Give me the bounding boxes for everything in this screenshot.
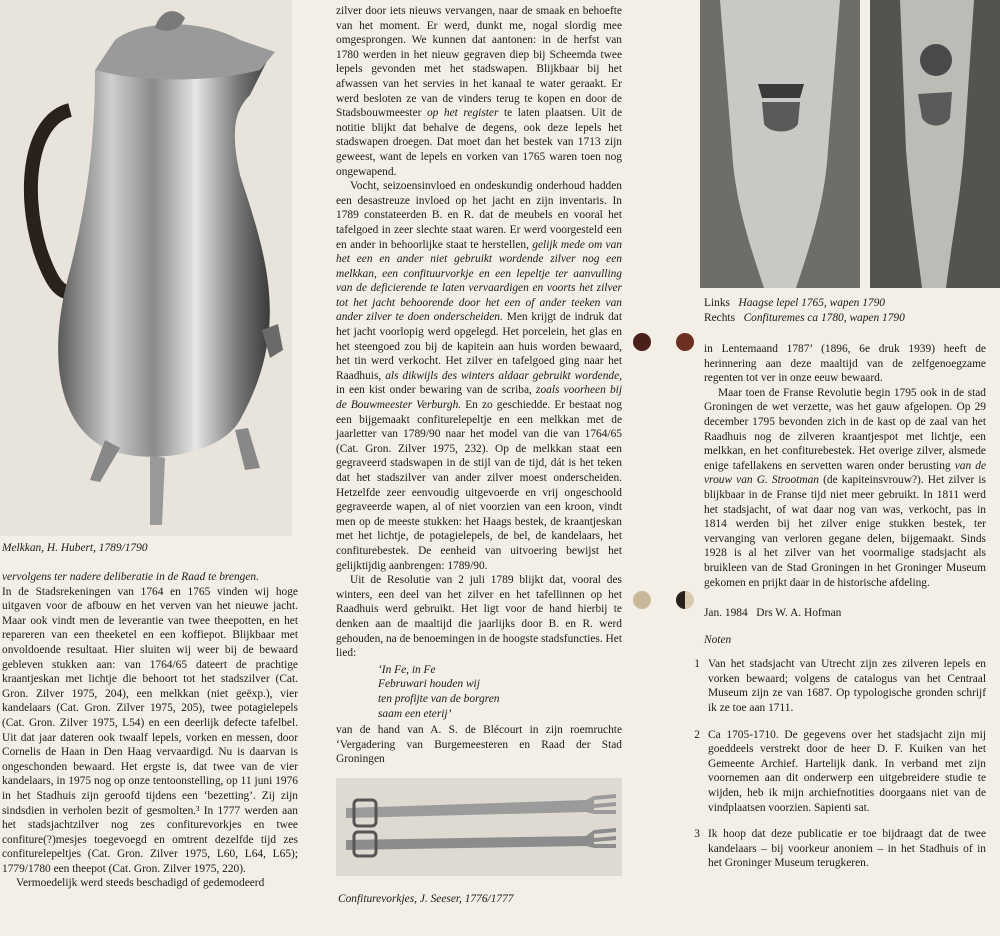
jug-caption: Melkkan, H. Hubert, 1789/1790 — [2, 542, 148, 554]
marker-dot-2 — [676, 333, 694, 351]
middle-column — [336, 4, 622, 767]
spoons-caption: Links Haagse lepel 1765, wapen 1790 Rechts Confituremes ca 1780, wapen 1790 — [704, 297, 905, 324]
mid-para3: Uit de Resolutie van 2 juli 1789 blijkt dat, vooral des winters, een deel van het zilver en het tafellinnen op het Raadhuis werd gebruikt. Het ligt voor de hand hierbij te denken aan de maaltijd die jaarlijks door B. en R. werd gehouden, na de benoemingen in de hoogste stadsfuncties. Het lied: — [336, 574, 622, 660]
mid-para4: van de hand van A. S. de Blécourt in zijn roemruchte ‘Vergadering van Burgemeesteren en Raad der Stad Groningen — [336, 724, 622, 766]
right-para2: Maar toen de Franse Revolutie begin 1795 ook in de stad Groningen de wet verzette, was het gauw afgelopen. Op 29 december 1795 bevonden zich in de kast op de zaal van het Raadhuis nog de zilveren kraantjespot met lichtje, een melkkan, en het confiturebestek. Het overige zilver, alsmede enige tafellakens en servetten waren onder berusting van de vrouw van G. Strootman (de kapiteinsvrouw?). Het zilver is blijkbaar in de Franse tijd niet meer gebruikt. In 1811 werd het stadsjacht, of wat daar nog van was, verkocht, pas in 1814 werden bij het zilver enige stukken bestek, ter vervanging van verloren gegane delen, bijgemaakt. Sinds 1928 is al het zilver van het voormalige stadsjacht als bruikleen van de Stad Groningen in het Groninger Museum gekomen en prijkt daar in de historische afdeling. — [704, 386, 986, 589]
left-para2: In de Stadsrekeningen van 1764 en 1765 vinden wij hoge uitgaven voor de afbouw en het verven van het nieuwe jacht. Maar ook vindt men de leverantie van twee theepotten, en het repareren van een theeketel en een koffiepot. Blijkbaar met onvoldoende resultaat. Hier sluiten wij weer bij de bewaard gebleven stukken aan: van 1764/65 dateert de prachtige kraantjeskan met lichtje die behoort tot het stadszilver (Cat. Gron. Zilver 1975, 204), een melkkan (niet geëxp.), vier kandelaars (Cat. Gron. Zilver 1975, 205), twee potagielepels (Cat. Gron. Zilver 1975, L54) en een deerlijk defecte tafelbel. Uit dat jaar dateren ook twaalf lepels, vorken en messen, door Cornelis de Haan in Den Haag vervaardigd. Nu is daarvan is ongeschonden bewaard. Het ergste is, dat twee van de vier kandelaars, in 1975 nog op onze tentoonstelling, op 11 juni 1976 in het Stadhuis zijn geroofd tijdens een ‘bezetting’. Zij zijn sindsdien in verholen bezit of gesmolten.³ In 1777 werden aan het stadsjachtzilver nog zes confiturevorkjes en twee confiture(?)mesjes toegevoegd en omtrent dezelfde tijd zes confiturelepeltjes (Cat. Gron. Zilver 1975, L60, L64, L65); 1779/1780 een theepot (Cat. Gron. Zilver 1975, 220). — [2, 585, 298, 875]
marker-dot-1 — [633, 333, 651, 351]
notes-list — [690, 657, 986, 871]
spoon-left-photo — [700, 0, 860, 288]
signature: Jan. 1984 Drs W. A. Hofman — [704, 607, 842, 620]
marker-dot-4 — [676, 591, 694, 609]
note-item: 3 Ik hoop dat deze publicatie er toe bijdraagt dat de twee kandelaars – bij voorkeur anoniem – in het Stadhuis of in het Groninger Museum terugkeren. — [694, 828, 986, 870]
note-item: 1 Van het stadsjacht van Utrecht zijn zes zilveren lepels en vorken bewaard; volgens de catalogus van het Centraal Museum zijn ze van 1687. Op typologische gronden schrijf ik ze toe aan 1711. — [694, 658, 986, 715]
marker-dot-3 — [633, 591, 651, 609]
left-column — [2, 570, 298, 891]
left-line1: vervolgens ter nadere deliberatie in de Raad te brengen. — [2, 571, 259, 583]
mid-para2: Vocht, seizoensinvloed en ondeskundig onderhoud hadden een desastreuze invloed op het jacht en zijn inventaris. In 1789 constateerden B. en R. dat de meubels en vooral het tafelgoed in zeer slechte staat waren. Er werd voorgesteld een en ander in behoorlijke staat te herstellen, gelijk mede om van het een en ander niet gebruikt wordende zilver nog een melkkan, een confituurvorkje en een lepeltje ter aanvulling van de deficierende te laten vervaardigen en voorts het zilver tot het jacht behoorende door het een of ander teeken van ander zilver te doen onderscheiden. Men krijgt de indruk dat het jacht voorlopig werd opgelegd. Het porcelein, het glas en het steengoed zou bij de kapitein aan huis worden bewaard, het tin werd verkocht. Het zilver en tafelgoed ging naar het Raadhuis, als dikwijls des winters aldaar gebruikt wordende, in een kist onder bewaring van de scriba, zoals voorheen bij de Bouwmeester Verburgh. En zo geschiedde. Er bestaat nog een bijgemaakt confiturelepeltje en een melkkan met de jaarletter van 1789/90 naar het model van die van 1764/65 (Cat. Gron. Zilver 1975, 232). Op de melkkan staat een gegraveerd stadswapen in de stijl van de tijd, dát is het teken dat het stadszilver van ander zilver moest onderscheiden. Hetzelfde zeer eenvoudig uitgevoerde en vrij ongeschoold gegraveerde wapen, al of niet voorzien van een kroon, vindt men op de meeste stukken: het Haags bestek, de kraantjeskan met het lichtje, de potagielepels, de bel, de kandelaars, het confiturebestek. De eenheid van uitvoering bewijst het gelijktijdig aanbrengen: 1789/90. — [336, 180, 623, 572]
left-para3: Vermoedelijk werd steeds beschadigd of gedemodeerd — [16, 877, 265, 890]
right-column — [694, 342, 986, 883]
forks-caption: Confiturevorkjes, J. Seeser, 1776/1777 — [338, 893, 514, 905]
milk-jug-photo — [0, 0, 292, 536]
note-item: 2 Ca 1705-1710. De gegevens over het stadsjacht zijn mij goeddeels verstrekt door de heer D. F. Kuiken van het Gemeente Archief. Hartelijk dank. In verband met zijn voornemen aan dit onderwerp een uitgebreidere studie te wijden, heb ik mijn archiefnotities doorgaans niet van de vindplaatsen voorzien. Sapienti sat. — [694, 728, 986, 814]
right-para1: in Lentemaand 1787’ (1896, 6e druk 1939) heeft de herinnering aan deze maaltijd van de zelfgenoegzame regenten tot ver in onze eeuw bewaard. — [704, 343, 986, 385]
mid-para1: zilver door iets nieuws vervangen, naar de smaak en behoefte van het moment. Er werd, dunkt me, nogal slordig mee omgesprongen. We kunnen dat aantonen: in de herfst van 1780 werden in het nieuw gegraven diep bij Scheemda twee lepels gevonden met het stadswapen. Blijkbaar bij het afwassen van het servies in het kanaal te water geraakt. Er werd besloten ze van de vinders terug te kopen en door de Stadsbouwmeester op het register te laten plaatsen. Uit de notitie blijkt dat behalve de degens, ook deze lepels het stadswapen droegen. Dat moet dan het bestek van 1713 zijn geweest, want de lepels en vorken van 1765 waren toen nog ongewapend. — [336, 5, 622, 178]
spoon-right-photo — [870, 0, 1000, 288]
poem: ‘In Fe, in Fe Februwari houden wij ten profijte van de borgren saam een eterij’ — [378, 663, 500, 720]
notes-title: Noten — [704, 633, 732, 646]
forks-photo — [336, 778, 622, 876]
